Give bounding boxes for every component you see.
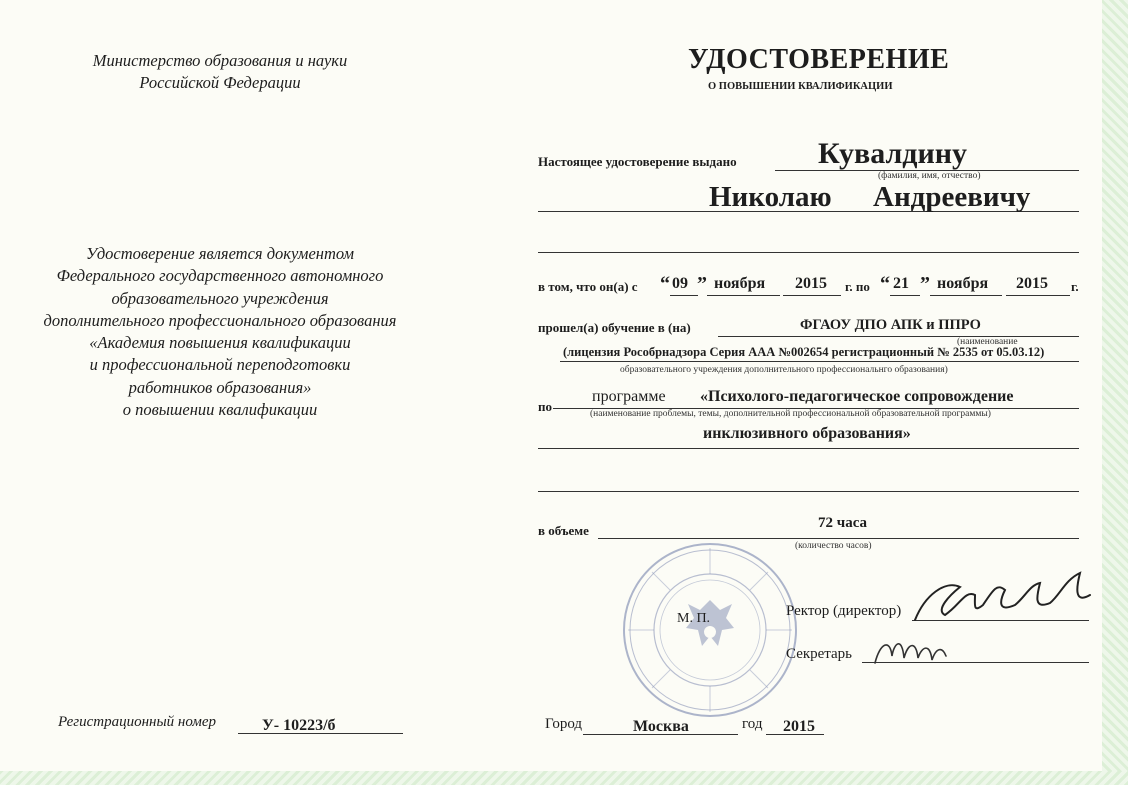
period-to-label: г. по	[845, 279, 870, 294]
license-info: (лицензия Рособрнадзора Серия ААА №002654 регистрационный № 2535 от 05.03.12)	[563, 345, 1045, 359]
ministry-line-2: Российской Федерации	[139, 73, 301, 93]
description-line: «Академия повышения квалификации	[89, 333, 351, 353]
registration-number-value: У- 10223/б	[262, 717, 336, 734]
recipient-patronymic: Андреевичу	[873, 181, 1031, 213]
issued-to-label: Настоящее удостоверение выдано	[538, 154, 737, 169]
volume-label: в объеме	[538, 523, 589, 538]
volume-value: 72 часа	[818, 515, 868, 531]
city-label: Город	[545, 716, 583, 732]
program-prefix: программе	[592, 388, 666, 405]
end-year-suffix: г.	[1071, 279, 1079, 294]
period-label: в том, что он(а) с	[538, 279, 638, 294]
decorative-border-right	[1102, 0, 1128, 785]
organization-type-hint: образовательного учреждения дополнительного профессиональнго образования)	[620, 365, 948, 375]
document-title: УДОСТОВЕРЕНИЕ	[688, 44, 950, 75]
description-line: работников образования»	[128, 377, 312, 397]
secretary-signature	[870, 628, 950, 673]
description-line: дополнительного профессионального образования	[43, 310, 397, 330]
quote-open: “	[880, 273, 890, 295]
end-year: 2015	[1016, 275, 1048, 292]
ministry-line-1: Министерство образования и науки	[92, 51, 348, 70]
program-hint: (наименование проблемы, темы, дополнительной профессиональной образовательной программы)	[590, 409, 991, 419]
official-seal	[620, 540, 800, 720]
quote-close: ”	[920, 273, 930, 295]
end-month: ноября	[937, 275, 989, 292]
start-year: 2015	[795, 275, 827, 292]
recipient-surname: Кувалдину	[818, 137, 968, 170]
program-by-label: по	[538, 399, 552, 414]
registration-number-label: Регистрационный номер	[58, 714, 217, 730]
training-label: прошел(а) обучение в (на)	[538, 320, 691, 335]
year-value: 2015	[783, 718, 815, 735]
recipient-first-name: Николаю	[709, 181, 832, 213]
fio-hint: (фамилия, имя, отчество)	[878, 171, 981, 181]
rector-signature	[905, 565, 1105, 635]
end-day: 21	[893, 275, 909, 292]
program-title-line-2: инклюзивного образования»	[703, 425, 911, 442]
decorative-border-bottom	[0, 771, 1128, 785]
description-line: образовательного учреждения	[111, 288, 329, 308]
secretary-label: Секретарь	[786, 646, 853, 662]
certificate-description	[0, 243, 440, 421]
description-line: о повышении квалификации	[122, 400, 318, 420]
quote-open: “	[660, 273, 670, 295]
start-month: ноября	[714, 275, 766, 292]
organization-name-hint: (наименование	[957, 337, 1018, 347]
rector-label: Ректор (директор)	[786, 603, 902, 619]
document-subtitle: О ПОВЫШЕНИИ КВАЛИФИКАЦИИ	[708, 81, 893, 92]
volume-hint: (количество часов)	[795, 541, 872, 551]
city-value: Москва	[633, 718, 689, 735]
seal-place-label: М. П.	[677, 611, 711, 626]
description-line: Федерального государственного автономного	[56, 266, 384, 286]
start-day: 09	[672, 275, 688, 292]
organization-name: ФГАОУ ДПО АПК и ППРО	[800, 317, 981, 333]
description-line: и профессиональной переподготовки	[89, 355, 351, 375]
year-label: год	[742, 716, 763, 732]
ministry-header	[0, 50, 440, 95]
description-line: Удостоверение является документом	[85, 244, 355, 263]
program-title-line-1: «Психолого-педагогическое сопровождение	[700, 388, 1014, 405]
quote-close: ”	[697, 273, 707, 295]
